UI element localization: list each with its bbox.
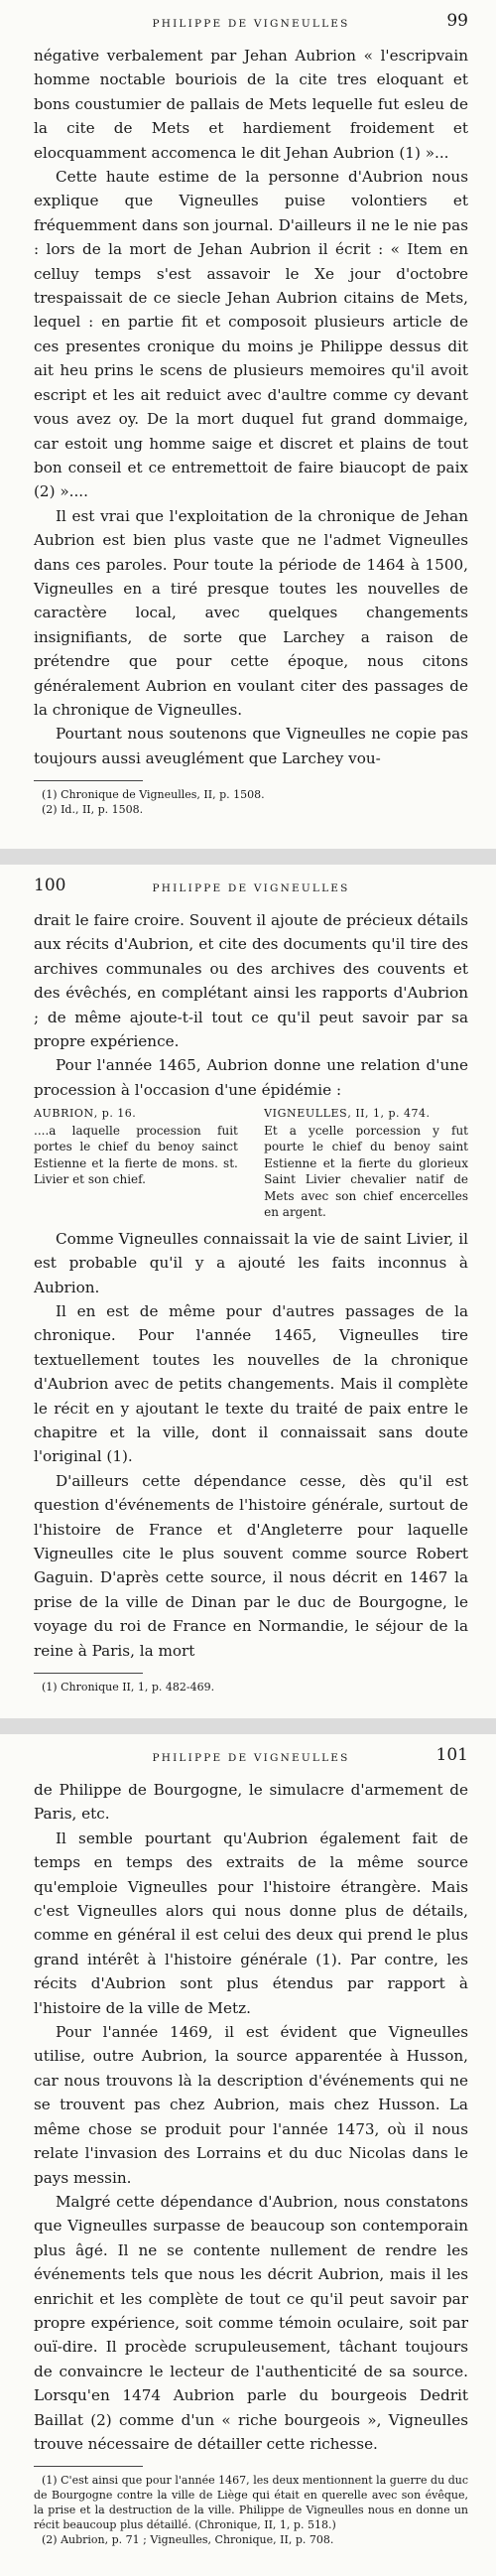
paragraph: Comme Vigneulles connaissait la vie de saint Livier, il est probable qu'il y a ajouté les faits inconnus à Aubrion. bbox=[34, 1229, 468, 1296]
footnote-rule bbox=[34, 780, 143, 781]
footnote: (1) C'est ainsi que pour l'année 1467, les deux mentionnent la guerre du duc de Bourgogne contre la ville de Liège qui était en querelle avec son évêque, la prise et la destruction de la ville. Philippe de Vigneulles nous en donne un récit beaucoup plus détaillé. (Chronique, II, 1, p. 518.) bbox=[34, 2474, 468, 2532]
column-source: VIGNEULLES bbox=[264, 1107, 348, 1121]
footnote: (2) Id., II, p. 1508. bbox=[42, 803, 144, 817]
paragraph: Cette haute estime de la personne d'Aubrion nous explique que Vigneulles puise volontiers et fréquemment dans son journal. D'ailleurs il ne le nie pas : lors de la mort de Jehan Aubrion il écrit : « Item en celluy temps s'est assavoir le Xe jour d'octobre trespaissait de ce siecle Jehan Aubrion citains de Mets, lequel : en partie fit et composoit plusieurs article de ces presentes cronique du moins je Philippe dessus dit ait heu prins le scens de plusieurs memoires qu'il avoit escript et les ait reduict avec d'aultre comme cy devant vous avez oy. De la mort duquel fut grand dommaige, car estoit ung homme saige et discret et plains de tout bon conseil et ce entremettoit de faire biaucopt de paix (2) ».... bbox=[34, 168, 468, 501]
footnote: (2) Aubrion, p. 71 ; Vigneulles, Chronique, II, p. 708. bbox=[42, 2533, 334, 2547]
footnote: (1) Chronique de Vigneulles, II, p. 1508. bbox=[42, 788, 265, 802]
page-number: 101 bbox=[435, 1745, 468, 1765]
column-source: AUBRION bbox=[34, 1107, 94, 1121]
running-header bbox=[34, 865, 468, 908]
paragraph: de Philippe de Bourgogne, le simulacre d'armement de Paris, etc. bbox=[34, 1781, 468, 1824]
paragraph: Pour l'année 1465, Aubrion donne une relation d'une procession à l'occasion d'une épidémie : bbox=[34, 1056, 468, 1099]
running-header bbox=[34, 0, 468, 44]
paragraph: Pour l'année 1469, il est évident que Vigneulles utilise, outre Aubrion, la source apparentée à Husson, car nous trouvons là la description d'événements qui ne se trouvent pas chez Aubrion, mais chez Husson. La même chose se produit pour l'année 1473, où il nous relate l'invasion des Lorrains et du duc Nicolas dans le pays messin. bbox=[34, 2023, 468, 2187]
footnote: (1) Chronique II, 1, p. 482-469. bbox=[42, 1681, 215, 1695]
paragraph: Pourtant nous soutenons que Vigneulles ne copie pas toujours aussi aveuglément que Larchey vou- bbox=[34, 725, 468, 767]
page-101 bbox=[0, 1734, 496, 2576]
column-reference: , p. 16. bbox=[93, 1107, 137, 1121]
running-header bbox=[34, 1734, 468, 1778]
column-heading bbox=[264, 1106, 468, 1123]
running-title: PHILIPPE DE VIGNEULLES bbox=[152, 18, 350, 30]
page-number: 99 bbox=[446, 11, 468, 31]
paragraph: Il semble pourtant qu'Aubrion également fait de temps en temps des extraits de la même source qu'emploie Vigneulles pour l'histoire étrangère. Mais c'est Vigneulles alors qui nous donne plus de détails, comme en général il est celui des deux qui prend le plus grand intérêt à l'histoire générale (1). Par contre, les récits d'Aubrion sont plus étendus par rapport à l'histoire de la ville de Metz. bbox=[34, 1829, 468, 2017]
column-heading bbox=[34, 1106, 238, 1123]
paragraph: Il en est de même pour d'autres passages de la chronique. Pour l'année 1465, Vigneulles tire textuellement toutes les nouvelles de la chronique d'Aubrion avec de petits changements. Mais il complète le récit en y ajoutant le texte du traité de paix entre le chapitre et la ville, dont il connaissait sans doute l'original (1). bbox=[34, 1301, 468, 1466]
column-text: ....a laquelle procession fuit portes le chief du benoy sainct Estienne et la fierte de mons. st. Livier et son chief. bbox=[34, 1123, 238, 1187]
page-100 bbox=[0, 865, 496, 1718]
page-body bbox=[34, 1778, 468, 2456]
footnote-rule bbox=[34, 1673, 143, 1674]
column-aubrion bbox=[34, 1106, 238, 1221]
column-vigneulles bbox=[264, 1106, 468, 1221]
comparison-columns bbox=[34, 1106, 468, 1221]
page-body bbox=[34, 908, 468, 1663]
page-number: 100 bbox=[34, 876, 66, 895]
paragraph: Malgré cette dépendance d'Aubrion, nous constatons que Vigneulles surpasse de beaucoup son contemporain plus âgé. Il ne se contente nullement de rendre les événements tels que nous les décrit Aubrion, mais il les enrichit et les complète de tout ce qu'il peut savoir par propre expérience, soit comme témoin oculaire, soit par ouï-dire. Il procède scrupuleusement, tâchant toujours de convaincre le lecteur de l'authenticité de sa source. Lorsqu'en 1474 Aubrion parle du bourgeois Dedrit Baillat (2) comme d'un « riche bourgeois », Vigneulles trouve nécessaire de détailler cette richesse. bbox=[34, 2192, 468, 2453]
footnote-rule bbox=[34, 2466, 143, 2467]
page-body bbox=[34, 44, 468, 770]
column-text: Et a ycelle porcession y fut pourte le chief du benoy saint Estienne et la fierte du glorieux Saint Livier chevalier natif de Mets avec son chief encercelles en argent. bbox=[264, 1123, 468, 1220]
paragraph: Il est vrai que l'exploitation de la chronique de Jehan Aubrion est bien plus vaste que ne l'admet Vigneulles dans ces paroles. Pour toute la période de 1464 à 1500, Vigneulles en a tiré presque toutes les nouvelles de caractère local, avec quelques changements insignifiants, de sorte que Larchey a raison de prétendre que pour cette époque, nous citons généralement Aubrion en voulant citer des passages de la chronique de Vigneulles. bbox=[34, 506, 468, 719]
paragraph: négative verbalement par Jehan Aubrion « l'escripvain homme noctable bouriois de la cite tres eloquant et bons coustumier de pallais de Mets lequelle fut esleu de la cite de Mets et hardiement froidement et elocquamment accomenca le dit Jehan Aubrion (1) »... bbox=[34, 47, 468, 162]
paragraph: drait le faire croire. Souvent il ajoute de précieux détails aux récits d'Aubrion, et cite des documents qu'il tire des archives communales ou des archives des couvents et des évêchés, en complétant ainsi les rapports d'Aubrion ; de même ajoute-t-il tout ce qu'il peut savoir par sa propre expérience. bbox=[34, 911, 468, 1051]
paragraph: D'ailleurs cette dépendance cesse, dès qu'il est question d'événements de l'histoire générale, surtout de l'histoire de France et d'Angleterre pour laquelle Vigneulles cite le plus souvent comme source Robert Gaguin. D'après cette source, il nous décrit en 1467 la prise de la ville de Dinan par le duc de Bourgogne, le voyage du roi de France en Normandie, le séjour de la reine à Paris, la mort bbox=[34, 1471, 468, 1660]
running-title: PHILIPPE DE VIGNEULLES bbox=[152, 1752, 350, 1764]
page-99 bbox=[0, 0, 496, 849]
running-title: PHILIPPE DE VIGNEULLES bbox=[152, 882, 350, 894]
column-reference: , II, 1, p. 474. bbox=[347, 1107, 431, 1121]
